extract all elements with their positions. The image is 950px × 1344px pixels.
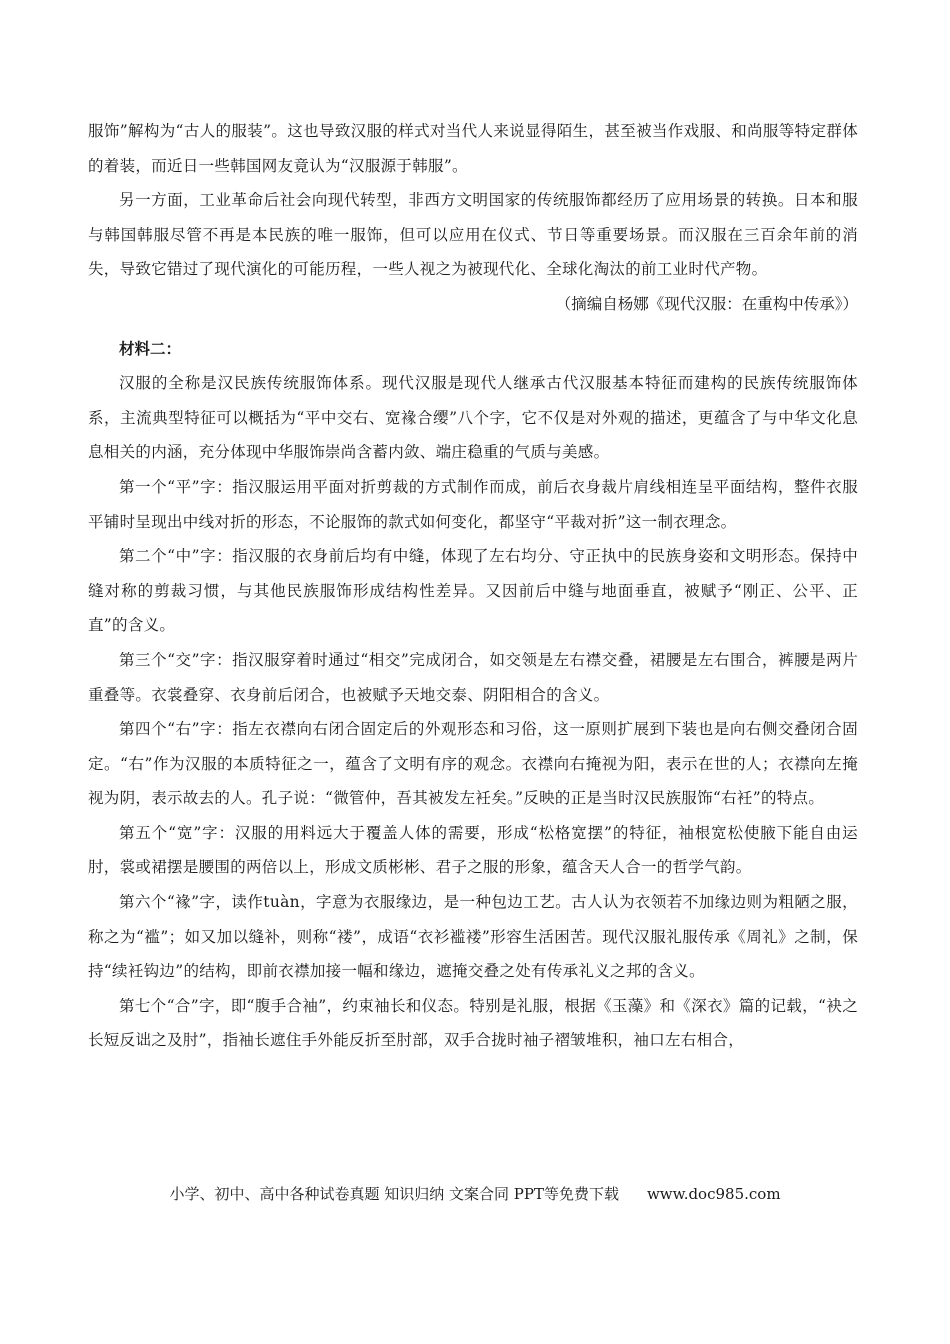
paragraph-feature-jiao: 第三个“交”字：指汉服穿着时通过“相交”完成闭合，如交领是左右襟交叠，裙腰是左右围合，裤腰是两片重叠等。衣裳叠穿、衣身前后闭合，也被赋予天地交泰、阴阳相合的含义。 [88, 650, 858, 704]
page-footer [0, 1183, 950, 1205]
paragraph-continued: 服饰”解构为“古人的服装”。这也导致汉服的样式对当代人来说显得陌生，甚至被当作戏服、和尚服等特定群体的着装，而近日一些韩国网友竟认为“汉服源于韩服”。 [88, 122, 858, 175]
source-citation: （摘编自杨娜《现代汉服：在重构中传承》） [555, 294, 858, 313]
paragraph-feature-kuan: 第五个“宽”字：汉服的用料远大于覆盖人体的需要，形成“松格宽摆”的特征，袖根宽松使腋下能自由运肘，裳或裙摆是腰围的两倍以上，形成文质彬彬、君子之服的形象，蕴含天人合一的哲学气韵。 [88, 823, 858, 877]
paragraph-feature-tuan: 第六个“褖”字，读作tuàn，字意为衣服缘边，是一种包边工艺。古人认为衣领若不加缘边则为粗陋之服，称之为“褴”；如又加以缝补，则称“褛”，成语“衣衫褴褛”形容生活困苦。现代汉服礼服传承《周礼》之制，保持“续衽钩边”的结构，即前衣襟加接一幅和缘边，遮掩交叠之处有传承礼义之邦的含义。 [88, 893, 858, 981]
paragraph-feature-zhong: 第二个“中”字：指汉服的衣身前后均有中缝，体现了左右均分、守正执中的民族身姿和文明形态。保持中缝对称的剪裁习惯，与其他民族服饰形成结构性差异。又因前后中缝与地面垂直，被赋予“刚正、公平、正直”的含义。 [88, 547, 858, 635]
footer-url-link[interactable]: www.doc985.com [646, 1185, 781, 1203]
document-body [88, 114, 858, 1058]
footer-promo-text: 小学、初中、高中各种试卷真题 知识归纳 文案合同 PPT等免费下载 [169, 1185, 619, 1203]
paragraph-feature-you: 第四个“右”字：指左衣襟向右闭合固定后的外观形态和习俗，这一原则扩展到下装也是向右侧交叠闭合固定。“右”作为汉服的本质特征之一，蕴含了文明有序的观念。衣襟向右掩视为阳，表示在世的人；衣襟向左掩视为阴，表示故去的人。孔子说：“微管仲，吾其被发左衽矣。”反映的正是当时汉民族服饰“右衽”的特点。 [88, 720, 858, 808]
paragraph-feature-he: 第七个“合”字，即“腹手合袖”，约束袖长和仪态。特别是礼服，根据《玉藻》和《深衣》篇的记载，“袂之长短反诎之及肘”，指袖长遮住手外能反折至肘部，双手合拢时袖子褶皱堆积，袖口左右相合， [88, 996, 858, 1050]
paragraph-hanfu-definition: 汉服的全称是汉民族传统服饰体系。现代汉服是现代人继承古代汉服基本特征而建构的民族传统服饰体系，主流典型特征可以概括为“平中交右、宽褖合缨”八个字，它不仅是对外观的描述，更蕴含了与中华文化息息相关的内涵，充分体现中华服饰崇尚含蓄内敛、端庄稳重的气质与美感。 [88, 374, 858, 462]
paragraph-feature-ping: 第一个“平”字：指汉服运用平面对折剪裁的方式制作而成，前后衣身裁片肩线相连呈平面结构，整件衣服平铺时呈现出中线对折的形态，不论服饰的款式如何变化，都坚守“平裁对折”这一制衣理念。 [88, 477, 858, 531]
material-two-heading: 材料二： [119, 338, 182, 358]
paragraph-modern-transition: 另一方面，工业革命后社会向现代转型，非西方文明国家的传统服饰都经历了应用场景的转换。日本和服与韩国韩服尽管不再是本民族的唯一服饰，但可以应用在仪式、节日等重要场景。而汉服在三百余年前的消失，导致它错过了现代演化的可能历程，一些人视之为被现代化、全球化淘汰的前工业时代产物。 [88, 191, 858, 279]
